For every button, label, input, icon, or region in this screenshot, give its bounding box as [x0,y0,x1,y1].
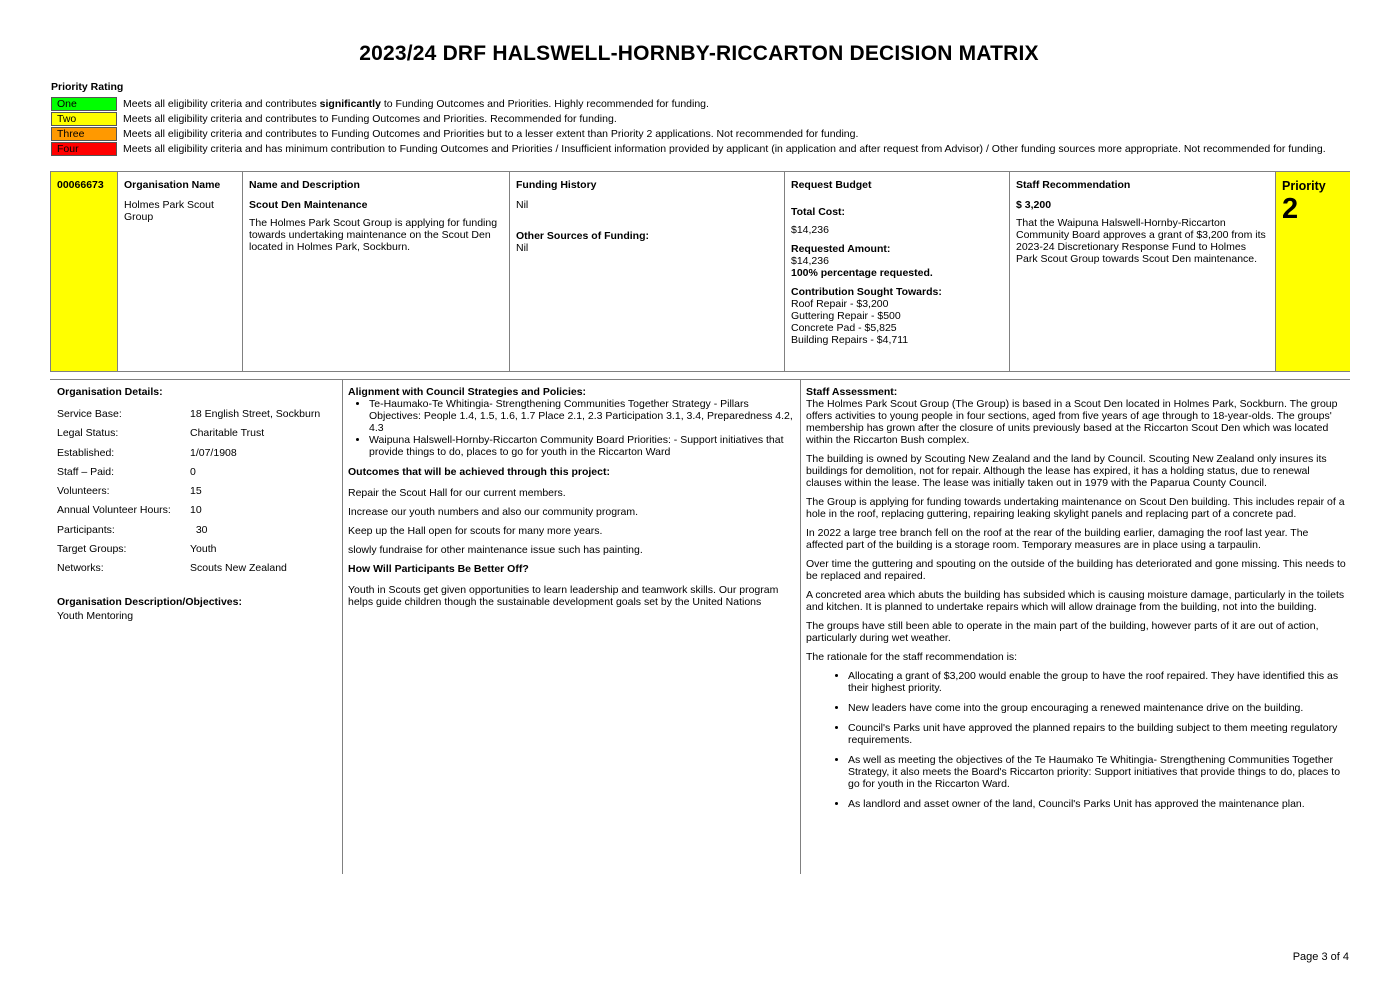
assessment-paragraph: The groups have still been able to operate in the main part of the building, however parts of it are out of action, particularly during wet weather. [806,620,1319,644]
funding-history-header: Funding History [516,179,597,191]
name-description-header: Name and Description [249,179,360,191]
priority-desc-two: Meets all eligibility criteria and contributes to Funding Outcomes and Priorities. Recommended for funding. [123,113,617,125]
priority-cell [1276,172,1350,371]
detail-row [57,543,337,562]
detail-label: Established: [57,446,115,459]
priority-rating-row-four [51,142,1351,156]
project-title: Scout Den Maintenance [249,199,368,211]
rationale-list [806,670,1346,810]
detail-row [57,485,337,504]
organisation-cell [118,172,243,371]
priority-desc-one: Meets all eligibility criteria and contributes significantly to Funding Outcomes and Priorities. Highly recommended for funding. [123,98,709,110]
percent-requested: 100% percentage requested. [791,267,933,279]
priority-rating-heading: Priority Rating [51,81,124,93]
detail-label: Legal Status: [57,427,119,440]
alignment-item: • Waipuna Halswell-Hornby-Riccarton Community Board Priorities: - Support initiatives that provide things to do, places to go for youth in the Riccarton Ward [369,434,794,458]
detail-value: 30 [190,523,208,536]
detail-label: Networks: [57,562,104,575]
detail-value: Youth [190,543,217,556]
detail-row [57,504,337,523]
detail-label: Annual Volunteer Hours: [57,504,171,517]
staff-recommended-amount: $ 3,200 [1016,199,1052,211]
priority-swatch-two: Two [51,112,117,126]
detail-row [57,466,337,485]
organisation-details-panel [57,386,337,622]
detail-value: 18 English Street, Sockburn [190,408,321,420]
staff-assessment-heading: Staff Assessment: [806,386,898,398]
priority-swatch-four: Four [51,142,117,156]
organisation-description-heading: Organisation Description/Objectives: [57,595,242,608]
application-id: 00066673 [57,179,104,191]
rationale-item: • New leaders have come into the group encouraging a renewed maintenance drive on the building. [848,702,1346,714]
contribution-item: Guttering Repair - $500 [791,310,901,322]
priority-value: 2 [1282,193,1299,225]
detail-row [57,427,337,446]
organisation-description: Youth Mentoring [57,609,134,622]
requested-amount-label: Requested Amount: [791,243,891,255]
page-number: Page 3 of 4 [1292,951,1349,963]
rationale-item: • As well as meeting the objectives of the Te Haumako Te Whitingia- Strengthening Communities Together Strategy, it also meets the Board's Riccarton priority: Support initiatives that provide things to do, places to go for youth in the Riccarton Ward. [848,754,1346,790]
better-off-text: Youth in Scouts get given opportunities to learn leadership and teamwork skills. Our program helps guide children though the sustainable development goals set by the United Nations [348,584,779,608]
rationale-item: • As landlord and asset owner of the land, Council's Parks Unit has approved the maintenance plan. [848,798,1346,810]
column-divider [800,380,801,874]
alignment-item: • Te-Haumako-Te Whitingia- Strengthening Communities Together Strategy - Pillars Objectives: People 1.4, 1.5, 1.6, 1.7 Place 2.1, 2.3 Participation 3.1, 3.4, Preparedness 4.2, 4.3 [369,398,794,434]
assessment-paragraph: A concreted area which abuts the building has subsided which is causing moisture damage, particularly in the toilets and kitchen. It is planned to undertake repairs which will allow drainage from the building, not into the building. [806,589,1345,613]
outcome-item: Repair the Scout Hall for our current members. [348,487,566,499]
priority-desc-four: Meets all eligibility criteria and has minimum contribution to Funding Outcomes and Priorities / Insufficient information provided by applicant (in application and after request from Advisor) / Other funding sources more appropriate. Not recommended for funding. [123,143,1326,155]
staff-recommendation-cell [1010,172,1276,371]
priority-swatch-one: One [51,97,117,111]
detail-label: Staff – Paid: [57,465,115,478]
rationale-item: • Allocating a grant of $3,200 would enable the group to have the roof repaired. They have identified this as their highest priority. [848,670,1346,694]
application-id-cell [51,172,118,371]
organisation-name: Holmes Park Scout Group [124,199,214,223]
assessment-paragraph: The building is owned by Scouting New Zealand and the land by Council. Scouting New Zealand only insures its buildings for demolition, not for repair. Although the lease has expired, it has a holding status, due to renewal clauses within the lease. The lease was initially taken out in 1979 with the Paparua County Council. [806,453,1327,489]
priority-desc-three: Meets all eligibility criteria and contributes to Funding Outcomes and Priorities but to a lesser extent than Priority 2 applications. Not recommended for funding. [123,128,859,140]
request-budget-cell [785,172,1010,371]
outcomes-heading: Outcomes that will be achieved through this project: [348,466,610,478]
assessment-paragraph: In 2022 a large tree branch fell on the roof at the rear of the building earlier, damaging the roof last year. The affected part of the building is a storage room. Temporary measures are in place using a tarpaulin. [806,527,1309,551]
detail-value: 1/07/1908 [190,446,237,459]
alignment-heading: Alignment with Council Strategies and Policies: [348,386,587,398]
detail-value: 0 [190,465,196,478]
page-title: 2023/24 DRF HALSWELL-HORNBY-RICCARTON DECISION MATRIX [359,42,1039,65]
contribution-item: Building Repairs - $4,711 [791,334,909,346]
organisation-name-header: Organisation Name [124,179,221,191]
detail-row [57,524,337,543]
outcome-item: Increase our youth numbers and also our community program. [348,506,639,518]
detail-label: Volunteers: [57,485,110,498]
detail-row [57,408,337,427]
contribution-item: Concrete Pad - $5,825 [791,322,897,334]
detail-row [57,447,337,466]
funding-history-value: Nil [516,199,529,211]
detail-value: Charitable Trust [190,427,265,440]
outcome-item: slowly fundraise for other maintenance issue such has painting. [348,544,643,556]
contribution-item: Roof Repair - $3,200 [791,298,889,310]
assessment-paragraph: The Group is applying for funding towards undertaking maintenance on Scout Den building. This includes repair of a hole in the roof, replacing guttering, repairing leaking skylight panels and replacing part of a concrete pad. [806,496,1345,520]
priority-rating-row-two [51,112,1351,126]
requested-amount-value: $14,236 [791,255,829,267]
other-sources-header: Other Sources of Funding: [516,230,649,242]
assessment-paragraph: The Holmes Park Scout Group (The Group) is based in a Scout Den located in Holmes Park, Sockburn. The group offers activities to young people in four sections, aged from five years of age through to 18-year-olds. The groups' membership has grown after the closure of units previously based at the Riccarton Scout Den which was located within the Riccarton Bush complex. [806,398,1338,446]
funding-history-cell [510,172,785,371]
detail-label: Participants: [57,523,115,536]
project-description: The Holmes Park Scout Group is applying for funding towards undertaking maintenance on the Scout Den located in Holmes Park, Sockburn. [249,217,498,253]
total-cost-value: $14,236 [791,224,829,236]
detail-value: 10 [190,504,202,517]
priority-label: Priority [1282,179,1326,193]
name-description-cell [243,172,510,371]
detail-label: Target Groups: [57,543,127,556]
organisation-details-heading: Organisation Details: [57,386,163,398]
better-off-heading: How Will Participants Be Better Off? [348,563,529,575]
priority-rating-row-three [51,127,1351,141]
contribution-label: Contribution Sought Towards: [791,286,942,298]
other-sources-value: Nil [516,242,529,254]
alignment-panel [348,386,794,608]
summary-table [50,171,1350,372]
priority-rating-row-one [51,97,1351,111]
alignment-list [348,398,794,458]
rationale-item: • Council's Parks unit have approved the planned repairs to the building subject to them meeting regulatory requirements. [848,722,1346,746]
total-cost-label: Total Cost: [791,206,846,218]
staff-assessment-panel [806,386,1346,818]
detail-value: Scouts New Zealand [190,562,287,575]
detail-row [57,562,337,581]
staff-recommendation-header: Staff Recommendation [1016,179,1131,191]
detail-value: 15 [190,485,202,498]
request-budget-header: Request Budget [791,179,872,191]
outcome-item: Keep up the Hall open for scouts for many more years. [348,525,603,537]
assessment-paragraph: The rationale for the staff recommendation is: [806,651,1018,663]
detail-label: Service Base: [57,408,122,420]
assessment-paragraph: Over time the guttering and spouting on the outside of the building has deteriorated and gone missing. This needs to be replaced and repaired. [806,558,1346,582]
priority-swatch-three: Three [51,127,117,141]
staff-recommendation-text: That the Waipuna Halswell-Hornby-Riccarton Community Board approves a grant of $3,200 from its 2023-24 Discretionary Response Fund to Holmes Park Scout Group towards Scout Den maintenance. [1016,217,1266,265]
column-divider [342,380,343,874]
section-divider [50,379,1350,380]
